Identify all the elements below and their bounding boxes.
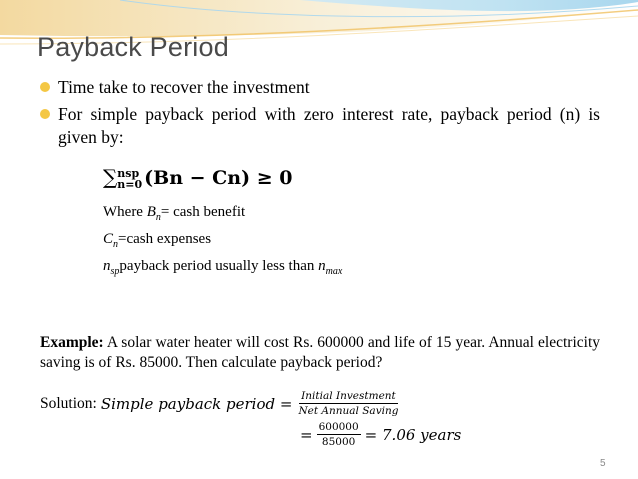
bullet-item [40, 103, 600, 149]
definition-payback [103, 258, 342, 277]
nmax-variable: n [318, 258, 326, 274]
payback-formula [103, 165, 292, 190]
benefit-text: = cash benefit [160, 204, 246, 220]
bullet-dot-icon [40, 109, 50, 119]
fraction-denominator: Net Annual Saving [298, 405, 399, 417]
expense-variable: C [103, 231, 114, 247]
solution-label: Solution: [40, 394, 97, 412]
example-label: Example: [40, 334, 104, 351]
definition-expenses [103, 231, 211, 250]
bullet-item [40, 76, 600, 99]
result-value: = 7.06 years [364, 425, 462, 444]
benefit-subscript: n [155, 212, 161, 223]
sum-lower-limit: n=0 [117, 178, 143, 191]
bullet-dot-icon [40, 82, 50, 92]
payback-variable: n [103, 258, 111, 274]
fraction-investment-over-saving [296, 390, 400, 417]
solution-line [40, 390, 404, 417]
fraction-denominator: 85000 [321, 436, 356, 448]
payback-text: payback period usually less than [119, 258, 319, 274]
example-text: A solar water heater will cost Rs. 600000 and life of 15 year. Annual electricity saving is of Rs. 85000. Then calculate payback period? [40, 334, 600, 371]
bullet-text: Time take to recover the investment [58, 77, 310, 97]
fraction-numerator: 600000 [318, 421, 359, 433]
benefit-variable: B [146, 204, 156, 220]
expense-subscript: n [113, 239, 119, 250]
equals-sign: = [300, 425, 313, 444]
definition-benefit [103, 204, 245, 223]
payback-subscript: sp [110, 266, 120, 277]
example-paragraph [40, 333, 600, 373]
formula-body: (Bn − Cn) ≥ 0 [144, 167, 293, 189]
solution-lhs: Simple payback period = [100, 394, 293, 413]
expense-text: =cash expenses [118, 231, 212, 247]
page-number: 5 [600, 458, 606, 469]
solution-result-line [300, 421, 461, 448]
bullet-list [40, 76, 600, 149]
sum-upper-limit: nsp [117, 167, 140, 180]
sum-limits [117, 168, 142, 190]
nmax-subscript: max [325, 266, 343, 277]
bullet-text: For simple payback period with zero interest rate, payback period (n) is given by: [58, 104, 600, 147]
slide-title: Payback Period [37, 32, 229, 62]
where-prefix: Where [103, 204, 147, 220]
fraction-numerator: Initial Investment [301, 390, 396, 402]
fraction-values [317, 421, 361, 448]
sigma-symbol: ∑ [103, 165, 118, 189]
